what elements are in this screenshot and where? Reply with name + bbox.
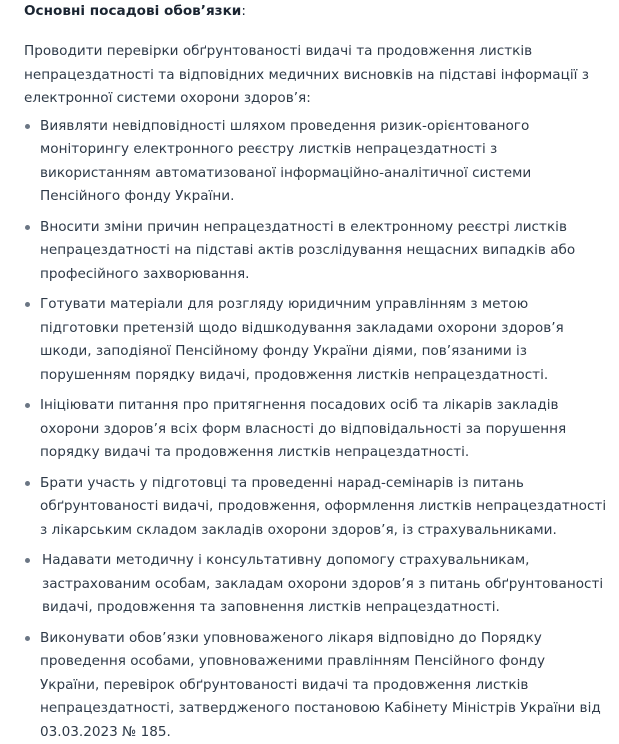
list-item-text: Готувати матеріали для розгляду юридичним управлінням з метою підготовки претензій щодо відшкодування закладами охорони здоров’я шкоди, заподіяної Пенсійному фонду України діями, пов’язаними із порушенням порядку видачі, продовження листків непрацездатності.: [40, 296, 564, 383]
list-item-text: Виконувати обов’язки уповноваженого лікаря відповідно до Порядку проведення особами, уповноваженими правлінням Пенсійного фонду України, перевірок обґрунтованості видачі та продовження листків непрацездатності, затвердженого постановою Кабінету Міністрів України від 03.03.2023 № 185.: [40, 630, 601, 740]
list-item: [24, 216, 607, 287]
list-item: [24, 394, 607, 465]
list-item-text: Вносити зміни причин непрацездатності в електронному реєстрі листків непрацездатності на підставі актів розслідування нещасних випадків або професійного захворювання.: [40, 219, 575, 282]
bullet-dot-icon: [25, 481, 30, 486]
list-item: [24, 627, 607, 744]
list-item-text: Ініціювати питання про притягнення посадових осіб та лікарів закладів охорони здоров’я всіх форм власності до відповідальності за порушення порядку видачі та продовження листків непрацездатності.: [40, 397, 566, 460]
bullet-dot-icon: [25, 225, 30, 230]
section-title: Основні посадові обов’язки: [24, 3, 241, 19]
bullet-dot-icon: [25, 636, 30, 641]
list-item-text: Виявляти невідповідності шляхом проведення ризик-орієнтованого моніторингу електронного реєстру листків непрацездатності з використанням автоматизованої інформаційно-аналітичної системи Пенсійного фонду України.: [40, 118, 531, 205]
list-item-text: Надавати методичну і консультативну допомогу страхувальникам, застрахованим особам, закладам охорони здоров’я з питань обґрунтованості видачі, продовження та заповнення листків непрацездатності.: [42, 552, 603, 615]
list-item: [24, 293, 607, 387]
list-item: [24, 472, 607, 543]
list-item: [24, 549, 607, 620]
bullet-dot-icon: [25, 302, 30, 307]
bullet-dot-icon: [25, 558, 30, 563]
list-item-text: Брати участь у підготовці та проведенні нарад-семінарів із питань обґрунтованості видачі, продовження, оформлення листків непрацездатності з лікарським складом закладів охорони здоров’я, із страхувальниками.: [40, 475, 606, 538]
list-item: [24, 115, 607, 209]
section-heading: [24, 0, 607, 21]
duties-list: [24, 115, 607, 744]
section-title-colon: :: [241, 3, 246, 19]
bullet-dot-icon: [25, 124, 30, 129]
bullet-dot-icon: [25, 403, 30, 408]
intro-paragraph: Проводити перевірки обґрунтованості видачі та продовження листків непрацездатності та відповідних медичних висновків на підставі інформації з електронної системи охорони здоров’я:: [24, 40, 607, 111]
